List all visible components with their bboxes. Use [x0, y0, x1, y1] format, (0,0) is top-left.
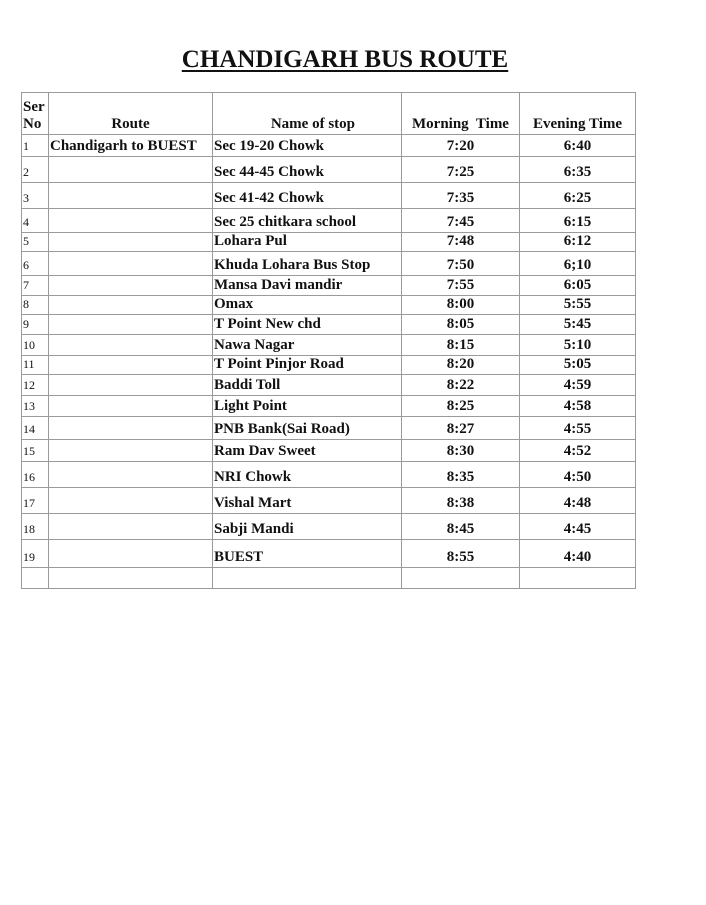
table-row	[22, 335, 636, 356]
stop-name-cell: Khuda Lohara Bus Stop	[213, 252, 402, 276]
table-row	[22, 514, 636, 540]
route-cell	[49, 157, 213, 183]
ser-no-cell: 13	[22, 396, 49, 417]
stop-name-cell: Ram Dav Sweet	[213, 440, 402, 462]
table-row-empty	[22, 568, 636, 589]
stop-name-cell: Sec 25 chitkara school	[213, 209, 402, 233]
stop-name-cell: Baddi Toll	[213, 375, 402, 396]
evening-time-cell: 5:05	[520, 356, 636, 375]
morning-time-cell: 7:35	[402, 183, 520, 209]
table-row	[22, 440, 636, 462]
evening-time-cell: 6:35	[520, 157, 636, 183]
ser-no-cell: 11	[22, 356, 49, 375]
morning-time-cell	[402, 568, 520, 589]
route-cell	[49, 514, 213, 540]
table-row	[22, 252, 636, 276]
header-route: Route	[49, 93, 213, 135]
stop-name-cell: BUEST	[213, 540, 402, 568]
evening-time-cell: 4:59	[520, 375, 636, 396]
route-cell	[49, 462, 213, 488]
morning-time-cell: 8:00	[402, 296, 520, 315]
ser-no-cell	[22, 568, 49, 589]
morning-time-cell: 8:27	[402, 417, 520, 440]
route-cell	[49, 396, 213, 417]
morning-time-cell: 7:48	[402, 233, 520, 252]
evening-time-cell: 6:15	[520, 209, 636, 233]
route-cell	[49, 356, 213, 375]
stop-name-cell: Sec 41-42 Chowk	[213, 183, 402, 209]
evening-time-cell: 5:10	[520, 335, 636, 356]
header-evening-time: Evening Time	[520, 93, 636, 135]
stop-name-cell: NRI Chowk	[213, 462, 402, 488]
header-ser-line2: No	[23, 116, 42, 132]
table-row	[22, 276, 636, 296]
header-stop: Name of stop	[213, 93, 402, 135]
evening-time-cell: 4:50	[520, 462, 636, 488]
morning-time-cell: 8:20	[402, 356, 520, 375]
morning-time-cell: 7:55	[402, 276, 520, 296]
table-row	[22, 209, 636, 233]
ser-no-cell: 1	[22, 135, 49, 157]
evening-time-cell: 6:40	[520, 135, 636, 157]
table-row	[22, 296, 636, 315]
morning-time-cell: 8:35	[402, 462, 520, 488]
ser-no-cell: 4	[22, 209, 49, 233]
morning-time-cell: 7:45	[402, 209, 520, 233]
stop-name-cell: Lohara Pul	[213, 233, 402, 252]
table-row	[22, 135, 636, 157]
header-morning-time: Morning Time	[402, 93, 520, 135]
stop-name-cell: T Point New chd	[213, 315, 402, 335]
ser-no-cell: 2	[22, 157, 49, 183]
morning-time-cell: 8:38	[402, 488, 520, 514]
evening-time-cell: 5:55	[520, 296, 636, 315]
ser-no-cell: 6	[22, 252, 49, 276]
morning-time-cell: 8:22	[402, 375, 520, 396]
ser-no-cell: 10	[22, 335, 49, 356]
table-row	[22, 462, 636, 488]
ser-no-cell: 15	[22, 440, 49, 462]
ser-no-cell: 18	[22, 514, 49, 540]
route-cell	[49, 183, 213, 209]
ser-no-cell: 12	[22, 375, 49, 396]
evening-time-cell: 6:05	[520, 276, 636, 296]
ser-no-cell: 7	[22, 276, 49, 296]
route-cell	[49, 252, 213, 276]
table-row	[22, 157, 636, 183]
evening-time-cell: 6;10	[520, 252, 636, 276]
ser-no-cell: 9	[22, 315, 49, 335]
table-row	[22, 183, 636, 209]
table-body	[22, 135, 636, 589]
route-cell	[49, 335, 213, 356]
ser-no-cell: 19	[22, 540, 49, 568]
route-cell	[49, 375, 213, 396]
route-cell	[49, 417, 213, 440]
stop-name-cell: PNB Bank(Sai Road)	[213, 417, 402, 440]
stop-name-cell	[213, 568, 402, 589]
table-row	[22, 396, 636, 417]
route-cell	[49, 276, 213, 296]
route-cell	[49, 488, 213, 514]
table-row	[22, 356, 636, 375]
route-cell: Chandigarh to BUEST	[49, 135, 213, 157]
evening-time-cell: 4:40	[520, 540, 636, 568]
morning-time-cell: 8:15	[402, 335, 520, 356]
evening-time-cell: 4:45	[520, 514, 636, 540]
table-row	[22, 375, 636, 396]
ser-no-cell: 17	[22, 488, 49, 514]
document-title: CHANDIGARH BUS ROUTE	[181, 46, 509, 73]
evening-time-cell: 6:12	[520, 233, 636, 252]
ser-no-cell: 8	[22, 296, 49, 315]
morning-time-cell: 8:25	[402, 396, 520, 417]
evening-time-cell: 4:58	[520, 396, 636, 417]
morning-time-cell: 8:30	[402, 440, 520, 462]
route-cell	[49, 440, 213, 462]
bus-route-table	[21, 92, 636, 589]
stop-name-cell: Sabji Mandi	[213, 514, 402, 540]
route-cell	[49, 209, 213, 233]
evening-time-cell: 4:48	[520, 488, 636, 514]
route-cell	[49, 540, 213, 568]
ser-no-cell: 5	[22, 233, 49, 252]
route-cell	[49, 296, 213, 315]
document-title-wrap	[0, 46, 690, 74]
header-ser-line1: Ser	[23, 99, 45, 115]
morning-time-cell: 7:25	[402, 157, 520, 183]
table-row	[22, 315, 636, 335]
stop-name-cell: Sec 44-45 Chowk	[213, 157, 402, 183]
morning-time-cell: 8:55	[402, 540, 520, 568]
morning-time-cell: 7:20	[402, 135, 520, 157]
evening-time-cell: 6:25	[520, 183, 636, 209]
table-header-row	[22, 93, 636, 135]
evening-time-cell: 4:52	[520, 440, 636, 462]
ser-no-cell: 16	[22, 462, 49, 488]
evening-time-cell: 5:45	[520, 315, 636, 335]
morning-time-cell: 7:50	[402, 252, 520, 276]
table-row	[22, 540, 636, 568]
stop-name-cell: Mansa Davi mandir	[213, 276, 402, 296]
table-row	[22, 233, 636, 252]
stop-name-cell: Nawa Nagar	[213, 335, 402, 356]
stop-name-cell: Light Point	[213, 396, 402, 417]
ser-no-cell: 14	[22, 417, 49, 440]
route-cell	[49, 233, 213, 252]
evening-time-cell	[520, 568, 636, 589]
ser-no-cell: 3	[22, 183, 49, 209]
stop-name-cell: Sec 19-20 Chowk	[213, 135, 402, 157]
header-ser-no	[22, 93, 49, 135]
route-cell	[49, 315, 213, 335]
route-cell	[49, 568, 213, 589]
stop-name-cell: Vishal Mart	[213, 488, 402, 514]
stop-name-cell: T Point Pinjor Road	[213, 356, 402, 375]
morning-time-cell: 8:45	[402, 514, 520, 540]
table-row	[22, 417, 636, 440]
table-row	[22, 488, 636, 514]
stop-name-cell: Omax	[213, 296, 402, 315]
morning-time-cell: 8:05	[402, 315, 520, 335]
evening-time-cell: 4:55	[520, 417, 636, 440]
